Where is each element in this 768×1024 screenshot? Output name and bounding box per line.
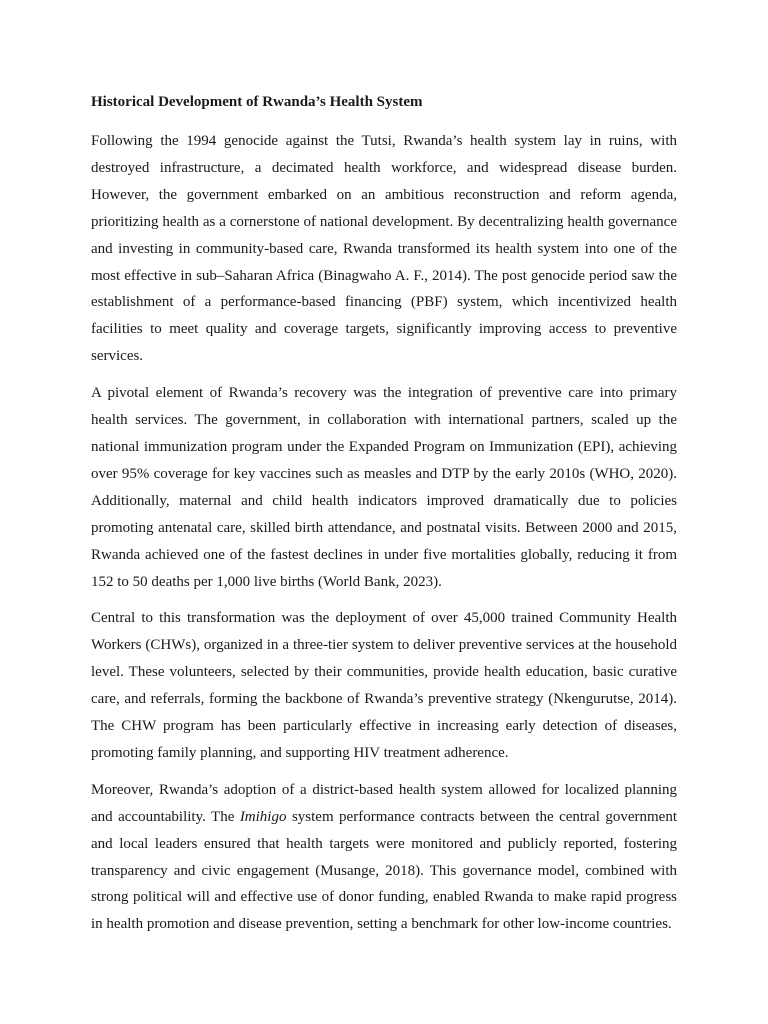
paragraph-community-health-workers: Central to this transformation was the deployment of over 45,000 trained Community Health Workers (CHWs), organized in a three-tier system to deliver preventive services at the household level. These volunteers, selected by their communities, provide health education, basic curative care, and referrals, forming the backbone of Rwanda’s preventive strategy (Nkengurutse, 2014). The CHW program has been particularly effective in increasing early detection of diseases, promoting family planning, and supporting HIV treatment adherence. <box>91 610 677 761</box>
paragraph-district-governance <box>91 777 677 938</box>
paragraph-text-start: Moreover, Rwanda’s adoption of a district-based health system allowed for localized planning and accountability. The <box>91 781 677 825</box>
paragraph-preventive-care: A pivotal element of Rwanda’s recovery was the integration of preventive care into primary health services. The government, in collaboration with international partners, scaled up the national immunization program under the Expanded Program on Immunization (EPI), achieving over 95% coverage for key vaccines such as measles and DTP by the early 2010s (WHO, 2020). Additionally, maternal and child health indicators improved dramatically due to policies promoting antenatal care, skilled birth attendance, and postnatal visits. Between 2000 and 2015, Rwanda achieved one of the fastest declines in under five mortalities globally, reducing it from 152 to 50 deaths per 1,000 live births (World Bank, 2023). <box>91 385 677 590</box>
document-page <box>91 92 677 948</box>
paragraph-text-end: system performance contracts between the central government and local leaders ensured that health targets were monitored and publicly reported, fostering transparency and civic engagement (Musange, 2018). This governance model, combined with strong political will and effective use of donor funding, enabled Rwanda to make rapid progress in health promotion and disease prevention, setting a benchmark for other low-income countries. <box>91 808 677 933</box>
paragraph-reconstruction: Following the 1994 genocide against the Tutsi, Rwanda’s health system lay in ruins, with destroyed infrastructure, a decimated health workforce, and widespread disease burden. However, the government embarked on an ambitious reconstruction and reform agenda, prioritizing health as a cornerstone of national development. By decentralizing health governance and investing in community-based care, Rwanda transformed its health system into one of the most effective in sub–Saharan Africa (Binagwaho A. F., 2014). The post genocide period saw the establishment of a performance-based financing (PBF) system, which incentivized health facilities to meet quality and coverage targets, significantly improving access to preventive services. <box>91 133 677 365</box>
section-heading: Historical Development of Rwanda’s Health System <box>91 94 423 110</box>
imihigo-term: Imihigo <box>239 808 287 825</box>
